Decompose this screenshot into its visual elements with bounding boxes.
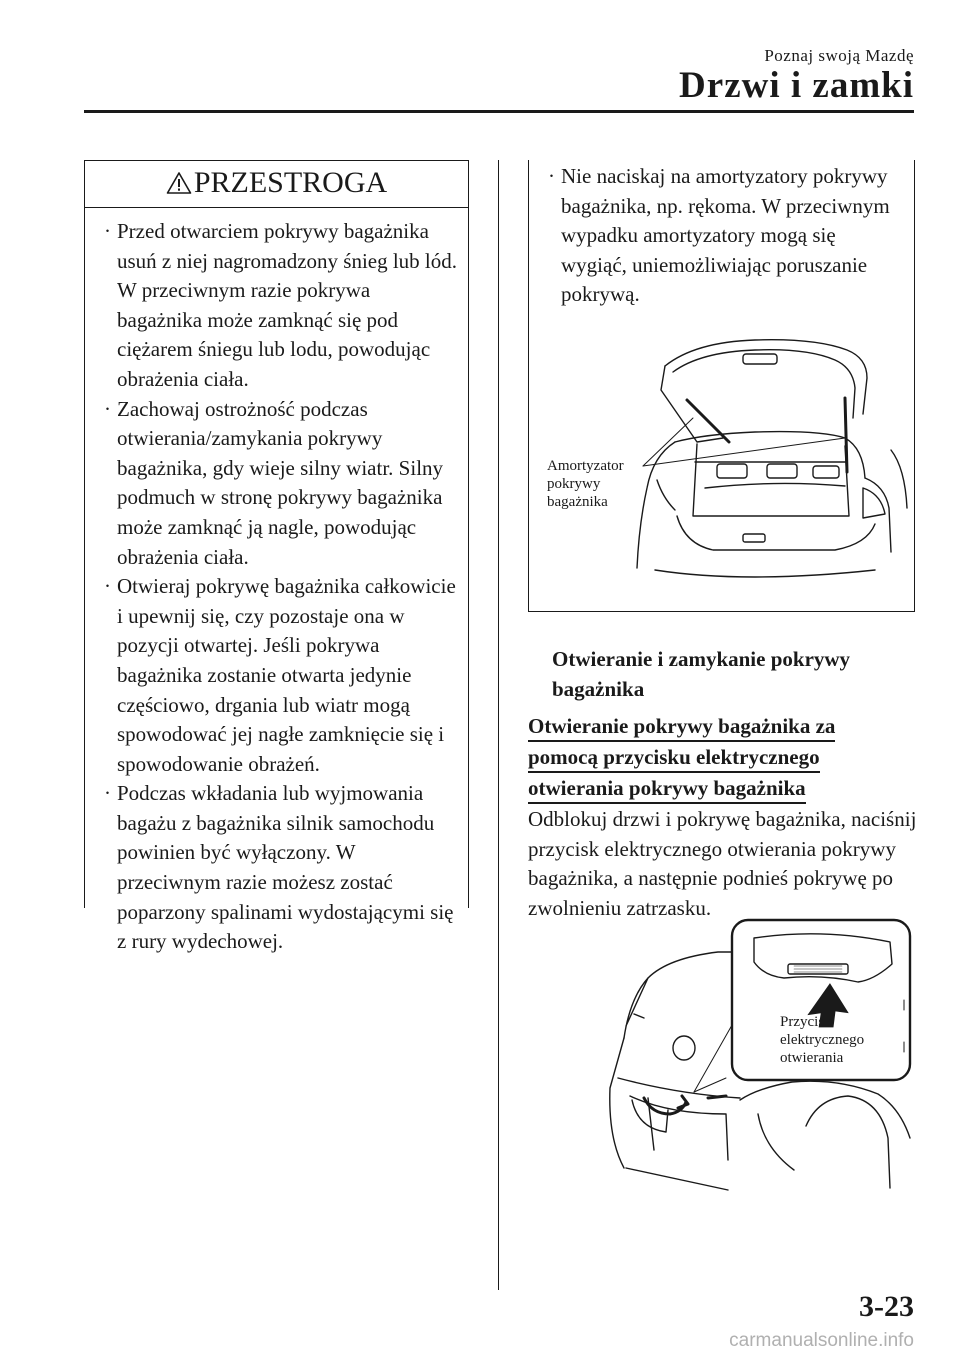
svg-text:elektrycznego: elektrycznego — [780, 1032, 865, 1048]
subsection-heading-line: otwierania pokrywy bagażnika — [528, 774, 806, 804]
svg-text:pokrywy: pokrywy — [547, 476, 601, 492]
warning-icon — [166, 171, 192, 195]
caution-heading-text: PRZESTROGA — [193, 166, 388, 199]
chapter-subtitle: Poznaj swoją Mazdę — [764, 46, 914, 65]
watermark: carmanualsonline.info — [729, 1330, 914, 1351]
svg-text:bagażnika: bagażnika — [547, 494, 608, 510]
caution-list — [85, 217, 460, 957]
body-paragraph: Odblokuj drzwi i pokrywę bagażnika, naciśnij przycisk elektrycznego otwierania pokrywy bagażnika, a następnie podnieś pokrywę po zwolnieniu zatrzasku. — [528, 807, 917, 920]
svg-text:otwierania: otwierania — [780, 1050, 844, 1066]
page-number: 3-23 — [859, 1290, 914, 1323]
subsection-heading-line: pomocą przycisku elektrycznego — [528, 743, 820, 773]
chapter-title: Drzwi i zamki — [679, 65, 914, 106]
caution-item: · Zachowaj ostrożność podczas otwierania/zamykania pokrywy bagażnika, gdy wieje silny wiatr. Silny podmuch w stronę pokrywy bagażnika może zamknąć ją nagle, powodując obrażenia ciała. — [104, 396, 444, 569]
liftgate-button-illustration — [608, 918, 914, 1200]
caution-heading — [85, 161, 468, 208]
caution-continued-box — [528, 160, 915, 612]
column-divider — [498, 160, 499, 1290]
subsection-heading-line: Otwieranie pokrywy bagażnika za — [528, 712, 835, 742]
caution-item: · Podczas wkładania lub wyjmowania bagażu z bagażnika silnik samochodu powinien być wyłączony. W przeciwnym razie możesz zostać poparzony spalinami wydostającymi się z rury wydechowej. — [104, 781, 454, 954]
caution-item: · Otwieraj pokrywę bagażnika całkowicie i upewnij się, czy pozostaje ona w pozycji otwartej. Jeśli pokrywa bagażnika zostanie otwarta jedynie częściowo, drgania lub wiatr mogą spowodować jej nagłe zamknięcie się i spowodowanie obrażeń. — [104, 574, 456, 776]
header-rule — [84, 110, 914, 113]
caution-item: · Przed otwarciem pokrywy bagażnika usuń z niej nagromadzony śnieg lub lód. W przeciwnym razie pokrywa bagażnika może zamknąć się pod ciężarem śniegu lub lodu, powodując obrażenia ciała. — [104, 219, 458, 391]
svg-text:Amortyzator: Amortyzator — [547, 458, 624, 474]
caution-continued-list — [529, 162, 906, 310]
caution-item: · Nie naciskaj na amortyzatory pokrywy bagażnika, np. rękoma. W przeciwnym wypadku amortyzatory mogą się wygiąć, uniemożliwiając poruszanie pokrywą. — [548, 164, 890, 307]
section-heading: Otwieranie i zamykanie pokrywy bagażnika — [552, 647, 851, 701]
caution-box — [84, 160, 469, 954]
svg-text:Przycisk: Przycisk — [780, 1014, 832, 1030]
trunk-dampers-illustration — [545, 338, 915, 600]
subsection-heading — [528, 711, 835, 804]
